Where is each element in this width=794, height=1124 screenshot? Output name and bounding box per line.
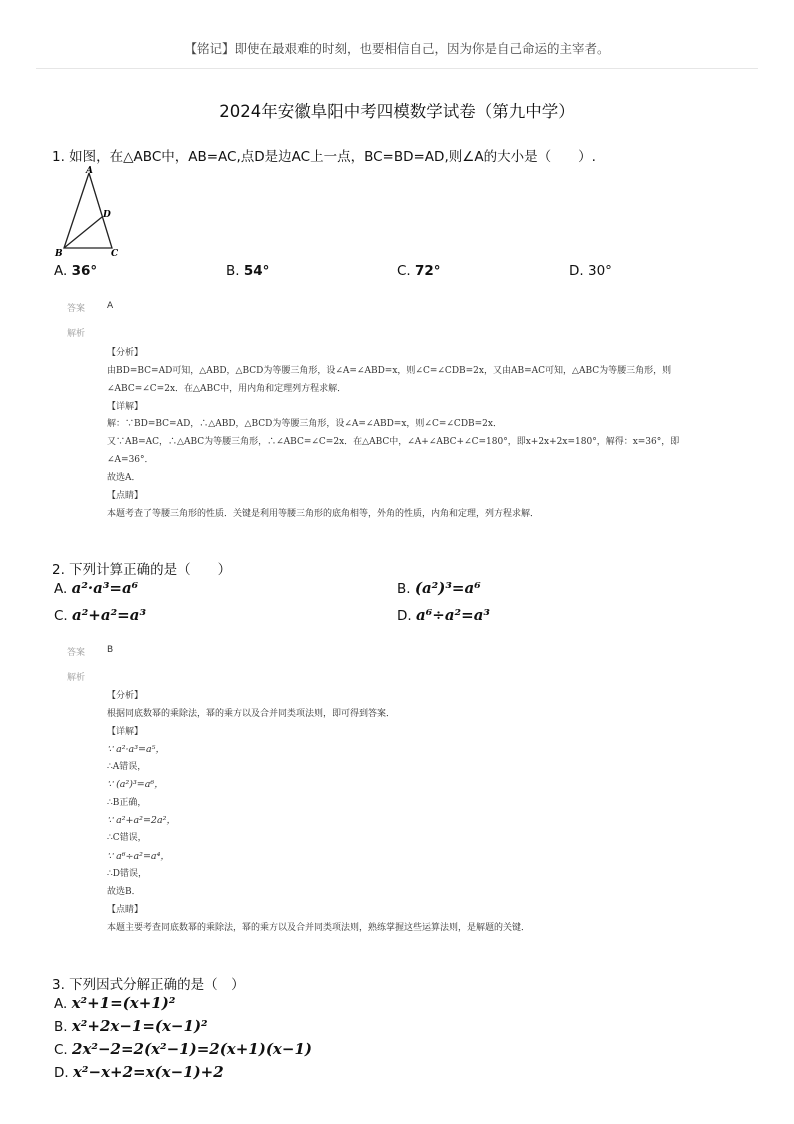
option-letter: C. (397, 263, 411, 279)
q1-answer-label: 答案 (67, 304, 86, 314)
q2-solution-line: ∴D错误， (107, 869, 147, 879)
option-letter: A. (54, 263, 68, 279)
q2-solution-line: 【详解】 (107, 727, 144, 737)
q2-answer-value: B (107, 645, 114, 655)
option-value: 36° (71, 263, 98, 279)
q3-option-d[interactable] (54, 1063, 224, 1081)
q1-solution-line: 故选A． (107, 473, 141, 483)
q2-answer-label: 答案 (67, 648, 86, 658)
option-letter: D. (569, 263, 584, 279)
q2-solution-line: 故选B． (107, 887, 141, 897)
option-value: 72° (415, 263, 441, 279)
option-formula: a²·a³=a⁶ (71, 579, 139, 597)
q2-solution-line: ∵ a⁶÷a²=a⁴， (107, 851, 170, 862)
option-formula: x²+2x−1=(x−1)² (71, 1017, 208, 1035)
q3-option-b[interactable] (54, 1017, 208, 1035)
option-formula: a⁶÷a²=a³ (415, 606, 490, 624)
q2-option-b[interactable] (397, 579, 481, 597)
option-letter: D. (397, 608, 412, 624)
q2-option-c[interactable] (54, 606, 146, 624)
q1-solution-line: ∠ABC=∠C=2x．在△ABC中，用内角和定理列方程求解． (107, 384, 347, 394)
q1-answer-value: A (107, 301, 114, 311)
option-letter: A. (54, 581, 68, 597)
motto-banner: 【铭记】即使在最艰难的时刻，也要相信自己，因为你是自己命运的主宰者。 (184, 41, 610, 56)
option-letter: B. (397, 581, 411, 597)
option-letter: C. (54, 1042, 68, 1058)
q3-option-c[interactable] (54, 1040, 312, 1058)
question-2-stem: 2. 下列计算正确的是（ ） (52, 562, 232, 578)
option-formula: 2x²−2=2(x²−1)=2(x+1)(x−1) (72, 1040, 312, 1058)
q2-solution-line: 【点睛】 (107, 905, 144, 915)
option-formula: a²+a²=a³ (72, 606, 147, 624)
option-letter: A. (54, 996, 68, 1012)
option-value: 54° (243, 263, 270, 279)
q1-solution-line: 由BD=BC=AD可知，△ABD，△BCD为等腰三角形，设∠A=∠ABD=x，则∠C=∠CDB=2x，又由AB=AC可知，△ABC为等腰三角形，则 (107, 366, 672, 376)
q3-option-a[interactable] (54, 994, 175, 1012)
option-value: 30° (587, 263, 612, 279)
q1-option-d[interactable] (569, 263, 612, 279)
option-letter: B. (226, 263, 240, 279)
option-formula: x²+1=(x+1)² (71, 994, 176, 1012)
vertex-label-b: B (55, 249, 63, 259)
option-letter: D. (54, 1065, 69, 1081)
q2-analysis-label: 解析 (67, 673, 86, 683)
page-title: 2024年安徽阜阳中考四模数学试卷（第九中学） (219, 102, 575, 121)
option-letter: C. (54, 608, 68, 624)
q2-option-a[interactable] (54, 579, 138, 597)
q2-solution-line: ∴C错误， (107, 833, 147, 843)
q2-option-d[interactable] (397, 606, 490, 624)
header-divider (36, 68, 758, 69)
q1-solution-line: 解：∵BD=BC=AD，∴△ABD，△BCD为等腰三角形，设∠A=∠ABD=x，则∠C=∠CDB=2x． (107, 419, 502, 429)
q1-option-c[interactable] (397, 263, 441, 279)
q2-solution-line: 【分析】 (107, 691, 144, 701)
question-1-stem: 1. 如图，在△ABC中，AB=AC,点D是边AC上一点，BC=BD=AD,则∠A的大小是（ ）. (52, 149, 596, 165)
q1-option-a[interactable] (54, 263, 97, 279)
vertex-label-a: A (86, 166, 93, 176)
vertex-label-c: C (111, 249, 119, 259)
q1-analysis-label: 解析 (67, 329, 86, 339)
q2-solution-line: ∵ a²+a²=2a²， (107, 815, 176, 826)
vertex-label-d: D (103, 210, 111, 220)
q2-solution-line: ∵ (a²)³=a⁶， (107, 779, 164, 790)
q2-solution-line: ∵ a²·a³=a⁵， (107, 744, 165, 755)
q1-solution-line: 【分析】 (107, 348, 144, 358)
q1-solution-line: ∠A=36°． (107, 455, 154, 465)
q1-solution-line: 【点睛】 (107, 491, 144, 501)
option-formula: x²−x+2=x(x−1)+2 (72, 1063, 224, 1081)
q1-solution-line: 又∵AB=AC，∴△ABC为等腰三角形，∴∠ABC=∠C=2x．在△ABC中，∠A+∠ABC+∠C=180°，即x+2x+2x=180°，解得：x=36°，即 (107, 437, 680, 447)
q2-solution-line: ∴A错误， (107, 762, 147, 772)
option-formula: (a²)³=a⁶ (414, 579, 481, 597)
q2-solution-line: ∴B正确， (107, 798, 147, 808)
q2-solution-line: 根据同底数幂的乘除法，幂的乘方以及合并同类项法则，即可得到答案． (107, 709, 396, 719)
q1-solution-line: 本题考查了等腰三角形的性质．关键是利用等腰三角形的底角相等，外角的性质，内角和定理，列方程求解． (107, 509, 540, 519)
q1-option-b[interactable] (226, 263, 269, 279)
q2-solution-line: 本题主要考查同底数幂的乘除法，幂的乘方以及合并同类项法则，熟练掌握这些运算法则，是解题的关键． (107, 923, 531, 933)
option-letter: B. (54, 1019, 68, 1035)
q1-solution-line: 【详解】 (107, 402, 144, 412)
triangle-abc-figure (52, 165, 132, 261)
question-3-stem: 3. 下列因式分解正确的是（ ） (52, 977, 245, 993)
